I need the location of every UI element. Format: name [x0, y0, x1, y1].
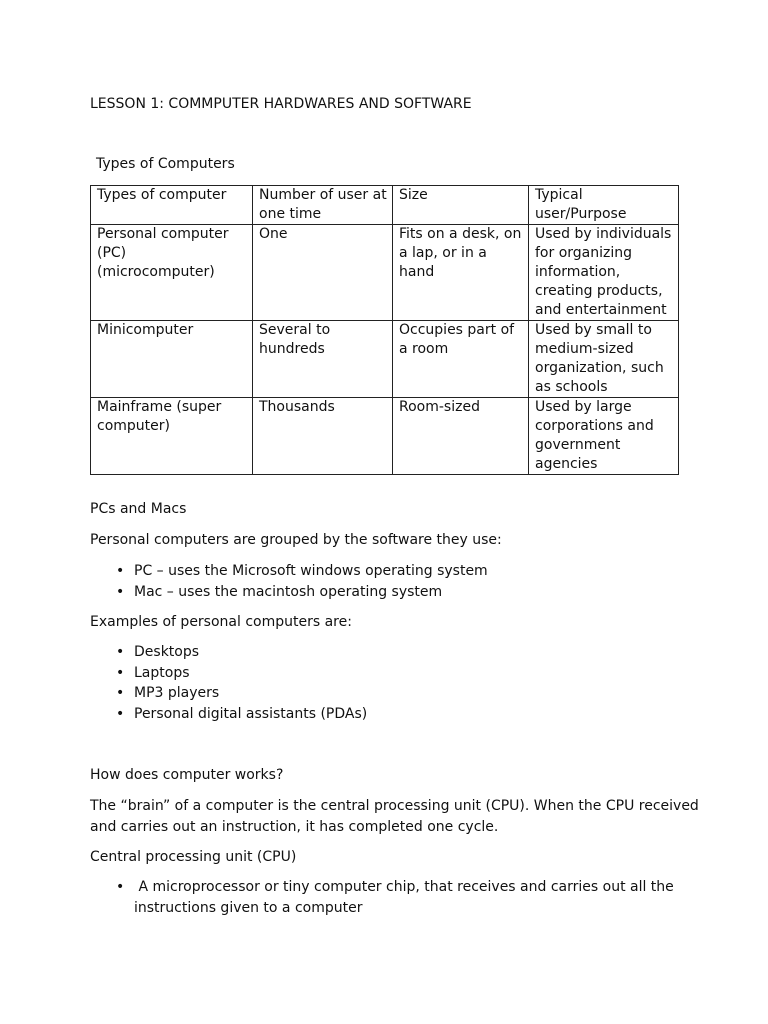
table-cell: Occupies part of a room [393, 321, 529, 398]
list-item: • Mac – uses the macintosh operating system [0, 582, 488, 603]
table-cell: One [253, 225, 393, 321]
pcs-macs-list [0, 561, 488, 602]
table-cell: Several to hundreds [253, 321, 393, 398]
table-row [91, 321, 679, 398]
table-cell: Used by individuals for organizing information, creating products, and entertainment [529, 225, 679, 321]
table-cell: Used by large corporations and government agencies [529, 398, 679, 475]
table-cell: Used by small to medium-sized organization, such as schools [529, 321, 679, 398]
examples-intro: Examples of personal computers are: [90, 614, 352, 630]
table-header-cell: Size [393, 186, 529, 225]
lesson-title: LESSON 1: COMMPUTER HARDWARES AND SOFTWARE [90, 96, 472, 112]
table-row [91, 398, 679, 475]
table-cell: Fits on a desk, on a lap, or in a hand [393, 225, 529, 321]
how-works-paragraph-line1: The “brain” of a computer is the central processing unit (CPU). When the CPU received [90, 798, 699, 814]
list-item: • Laptops [0, 663, 367, 684]
list-item: • PC – uses the Microsoft windows operating system [0, 561, 488, 582]
examples-list [0, 642, 367, 724]
how-works-paragraph-line2: and carries out an instruction, it has completed one cycle. [90, 819, 499, 835]
table-cell: Personal computer (PC) (microcomputer) [91, 225, 253, 321]
table-cell: Mainframe (super computer) [91, 398, 253, 475]
table-header-cell: Number of user at one time [253, 186, 393, 225]
list-item: • Personal digital assistants (PDAs) [0, 704, 367, 725]
table-header-cell: Types of computer [91, 186, 253, 225]
table-cell: Thousands [253, 398, 393, 475]
table-row [91, 225, 679, 321]
table-header-row [91, 186, 679, 225]
table-cell: Minicomputer [91, 321, 253, 398]
table-header-cell: Typical user/Purpose [529, 186, 679, 225]
list-item: • MP3 players [0, 683, 367, 704]
list-item: • Desktops [0, 642, 367, 663]
pcs-macs-intro: Personal computers are grouped by the software they use: [90, 532, 502, 548]
types-heading: Types of Computers [96, 156, 235, 172]
list-item-continuation: instructions given to a computer [134, 900, 363, 916]
computer-types-table [90, 185, 679, 475]
cpu-heading: Central processing unit (CPU) [90, 849, 297, 865]
cpu-list [0, 877, 674, 898]
table-cell: Room-sized [393, 398, 529, 475]
pcs-macs-heading: PCs and Macs [90, 501, 187, 517]
list-item-text: A microprocessor or tiny computer chip, that receives and carries out all the [134, 879, 674, 895]
list-item [0, 877, 674, 898]
how-works-heading: How does computer works? [90, 767, 284, 783]
